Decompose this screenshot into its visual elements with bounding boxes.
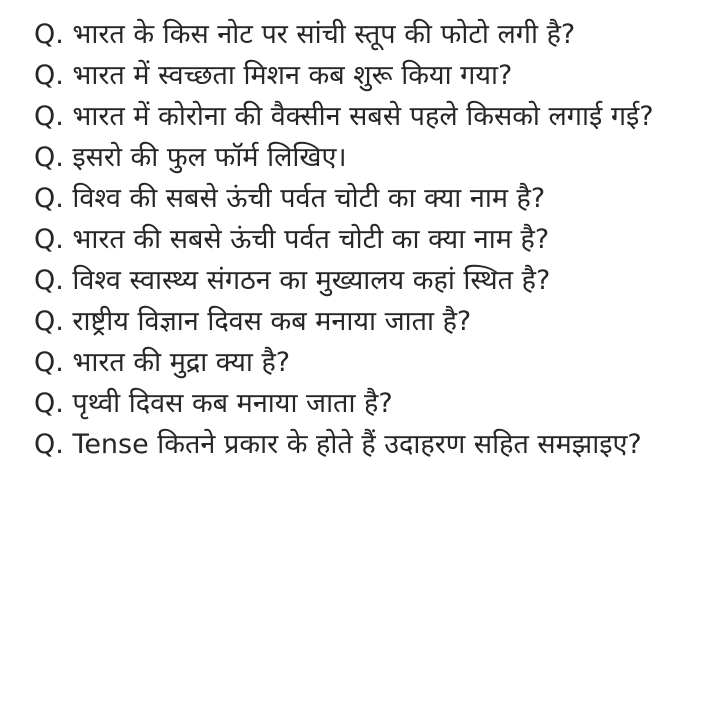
- question-item: Q. इसरो की फुल फॉर्म लिखिए।: [34, 142, 347, 173]
- question-item: Q. भारत की सबसे ऊंची पर्वत चोटी का क्या नाम है?: [34, 224, 550, 255]
- question-item: Q. पृथ्वी दिवस कब मनाया जाता है?: [34, 388, 393, 419]
- question-item: Q. राष्ट्रीय विज्ञान दिवस कब मनाया जाता है?: [34, 306, 472, 337]
- question-item: Q. भारत में कोरोना की वैक्सीन सबसे पहले किसको लगाई गई?: [34, 101, 654, 132]
- question-item: Q. विश्व की सबसे ऊंची पर्वत चोटी का क्या नाम है?: [34, 183, 546, 214]
- question-item: Q. विश्व स्वास्थ्य संगठन का मुख्यालय कहां स्थित है?: [34, 265, 551, 296]
- question-item: Q. भारत के किस नोट पर सांची स्तूप की फोटो लगी है?: [34, 19, 576, 50]
- question-item: Q. भारत में स्वच्छता मिशन कब शुरू किया गया?: [34, 60, 513, 91]
- question-item: Q. Tense कितने प्रकार के होते हैं उदाहरण सहित समझाइए?: [34, 429, 642, 460]
- question-list: [34, 14, 684, 465]
- question-item: Q. भारत की मुद्रा क्या है?: [34, 347, 291, 378]
